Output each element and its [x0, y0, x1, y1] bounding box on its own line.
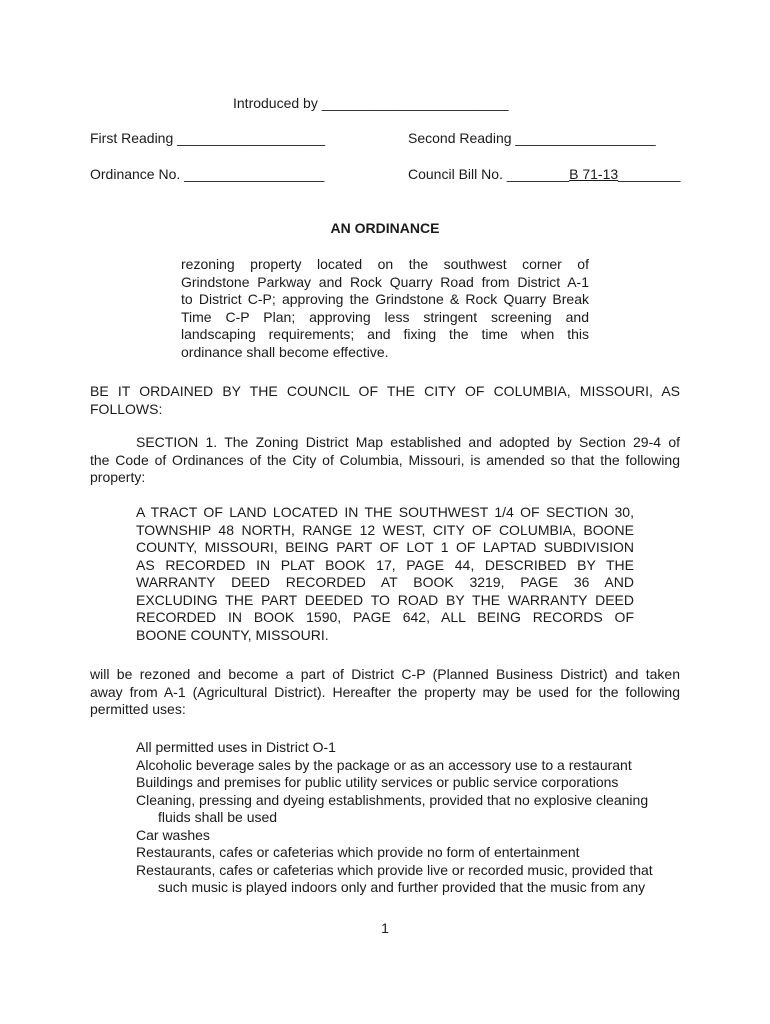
- legal-line: BOONE COUNTY, MISSOURI.: [136, 626, 329, 643]
- list-item: Restaurants, cafes or cafeterias which provide live or recorded music, provided that: [136, 861, 653, 878]
- list-item: All permitted uses in District O-1: [136, 739, 336, 755]
- ordinance-number-field: Ordinance No. __________________: [90, 166, 325, 182]
- title-line: to District C-P; approving the Grindstone & Rock Quarry Break: [181, 291, 589, 307]
- enacting-clause: [90, 383, 680, 418]
- list-item: Restaurants, cafes or cafeterias which provide no form of entertainment: [136, 844, 580, 860]
- second-reading-field: Second Reading __________________: [408, 130, 656, 146]
- title-line: Grindstone Parkway and Rock Quarry Road from District A-1: [181, 273, 589, 290]
- council-bill-field: [408, 166, 680, 184]
- council-bill-number: B 71-13: [569, 166, 619, 182]
- rezoning-line: permitted uses:: [90, 701, 186, 717]
- rezoning-paragraph: [90, 666, 680, 719]
- legal-line: WARRANTY DEED RECORDED AT BOOK 3219, PAGE 36 AND: [136, 574, 634, 590]
- section-line: SECTION 1. The Zoning District Map established and adopted by Section 29-4 of: [136, 434, 680, 450]
- list-item: Alcoholic beverage sales by the package or as an accessory use to a restaurant: [136, 756, 632, 773]
- legal-line: RECORDED IN BOOK 1590, PAGE 642, ALL BEING RECORDS OF: [136, 609, 634, 625]
- legal-line: A TRACT OF LAND LOCATED IN THE SOUTHWEST 1/4 OF SECTION 30,: [136, 504, 634, 520]
- section-1-paragraph: [90, 434, 680, 487]
- legal-line: EXCLUDING THE PART DEEDED TO ROAD BY THE WARRANTY DEED: [136, 591, 634, 608]
- legal-line: TOWNSHIP 48 NORTH, RANGE 12 WEST, CITY OF COLUMBIA, BOONE: [136, 521, 634, 538]
- title-line: ordinance shall become effective.: [181, 343, 389, 360]
- list-item-continuation: fluids shall be used: [158, 809, 278, 825]
- list-item-continuation: such music is played indoors only and further provided that the music from any: [158, 879, 646, 895]
- legal-description: [136, 504, 634, 644]
- permitted-uses-list: [136, 739, 684, 897]
- title-line: landscaping requirements; and fixing the time when this: [181, 326, 589, 342]
- legal-line: COUNTY, MISSOURI, BEING PART OF LOT 1 OF LAPTAD SUBDIVISION: [136, 539, 634, 555]
- legal-line: AS RECORDED IN PLAT BOOK 17, PAGE 44, DESCRIBED BY THE: [136, 556, 634, 573]
- enacting-line: BE IT ORDAINED BY THE COUNCIL OF THE CITY OF COLUMBIA, MISSOURI, AS: [90, 383, 680, 399]
- rezoning-line: will be rezoned and become a part of District C-P (Planned Business District) and taken: [90, 666, 680, 682]
- introduced-by-field: Introduced by ________________________: [233, 95, 509, 111]
- section-line: the Code of Ordinances of the City of Columbia, Missouri, is amended so that the following: [90, 451, 680, 468]
- document-heading: AN ORDINANCE: [330, 220, 440, 236]
- title-line: rezoning property located on the southwest corner of: [181, 256, 589, 272]
- list-item: Buildings and premises for public utility services or public service corporations: [136, 774, 619, 790]
- list-item: Cleaning, pressing and dyeing establishments, provided that no explosive cleaning: [136, 791, 649, 808]
- section-line: property:: [90, 469, 146, 485]
- council-bill-prefix: Council Bill No. ________: [408, 166, 570, 182]
- rezoning-line: away from A-1 (Agricultural District). Hereafter the property may be used for the following: [90, 683, 680, 700]
- enacting-line: FOLLOWS:: [90, 400, 163, 417]
- first-reading-field: First Reading ___________________: [90, 130, 326, 146]
- page-number: 1: [381, 920, 389, 936]
- list-item: Car washes: [136, 826, 210, 843]
- ordinance-title: [181, 256, 589, 361]
- title-line: Time C-P Plan; approving less stringent screening and: [181, 308, 589, 325]
- council-bill-suffix: ________: [618, 166, 681, 182]
